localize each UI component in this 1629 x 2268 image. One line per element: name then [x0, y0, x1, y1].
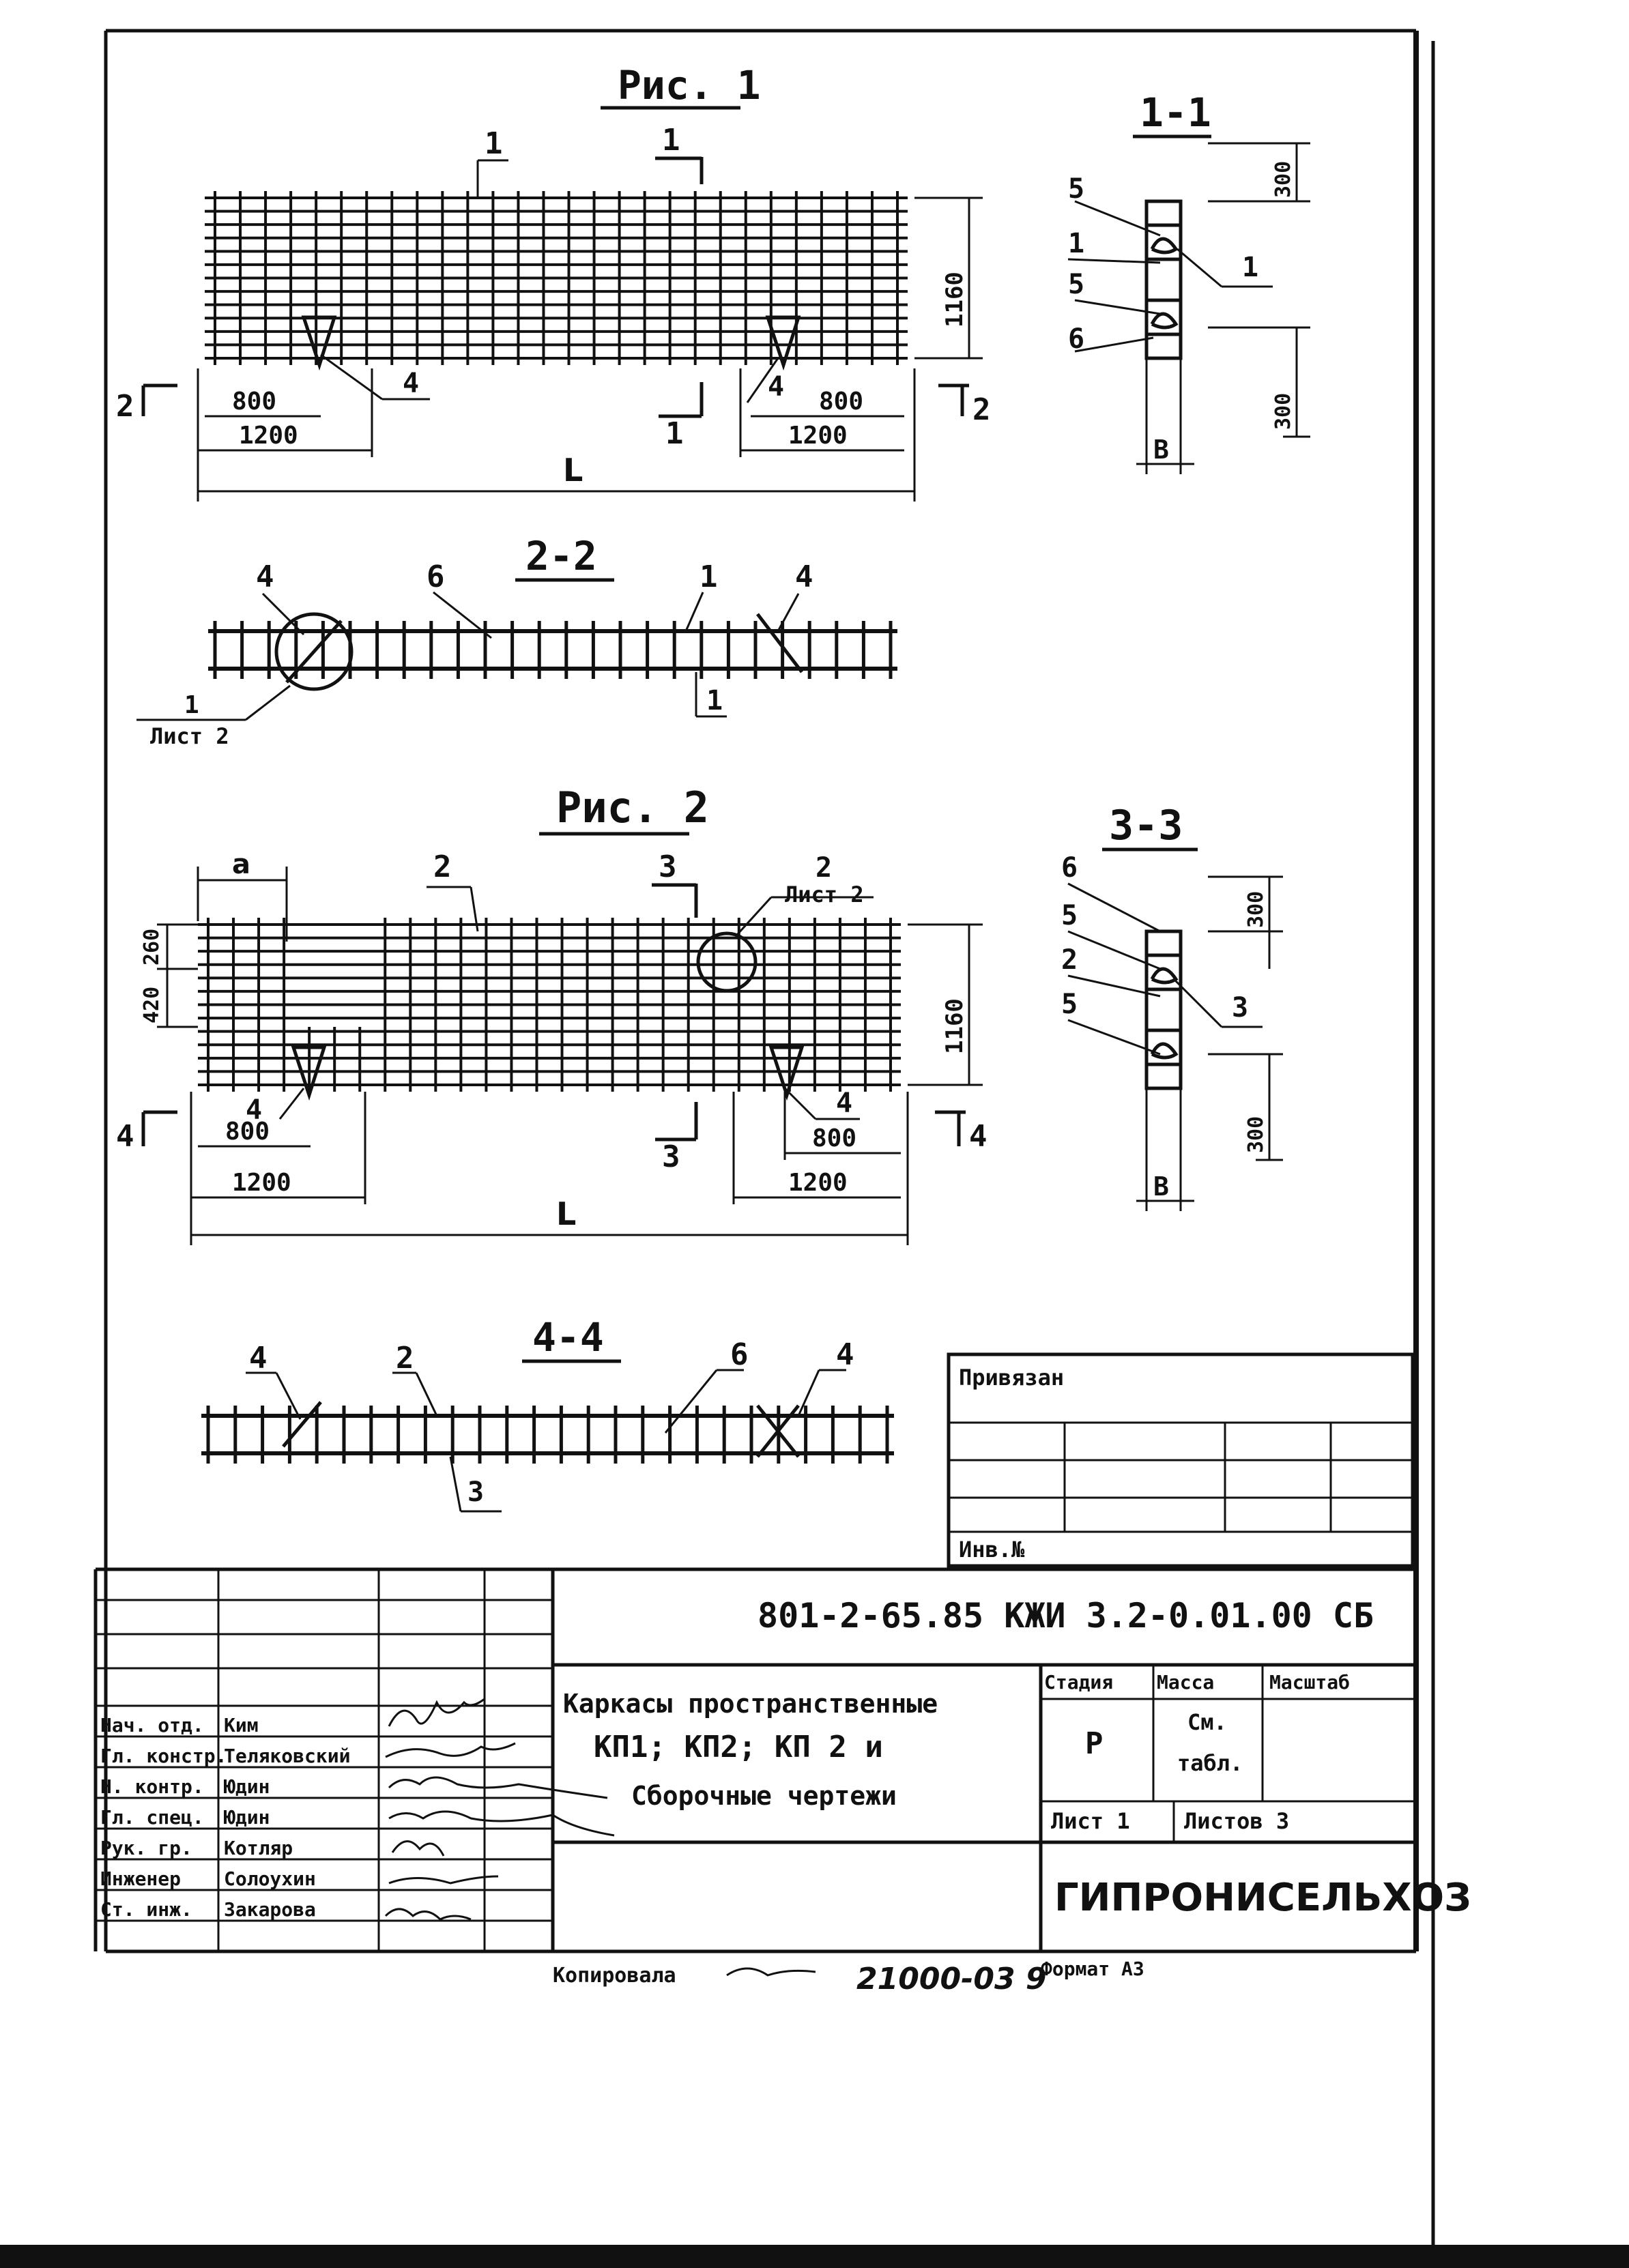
footer-format: Формат А3 — [1041, 1958, 1144, 1980]
fig2-label-2: 2 — [433, 849, 452, 884]
role-title: Гл. спец. — [100, 1806, 204, 1829]
role-title: Гл. констр. — [100, 1745, 227, 1767]
role-name: Солоухин — [224, 1867, 316, 1890]
section-2-2-bottom-label: 1 — [706, 685, 723, 716]
section-3-3-dim-bottom: 300 — [1244, 1116, 1268, 1153]
section-1-1-title: 1-1 — [1140, 89, 1211, 136]
section-3-3 — [1061, 802, 1283, 1211]
title-block — [96, 1569, 1471, 1951]
title-line-3: Сборочные чертежи — [631, 1781, 897, 1811]
section-2-2-label-4a: 4 — [256, 559, 274, 594]
stage-value: Р — [1085, 1726, 1104, 1761]
section-3-3-title: 3-3 — [1109, 802, 1183, 849]
section-3-3-label-right: 3 — [1232, 992, 1249, 1023]
section-2-2-label-4b: 4 — [795, 559, 813, 594]
fig1-dim-800-left: 800 — [232, 388, 277, 416]
section-4-4-title: 4-4 — [532, 1314, 604, 1361]
fig2-label-a: a — [232, 849, 250, 880]
section-1-1 — [1068, 89, 1310, 474]
section-4-4-label-4b: 4 — [836, 1337, 854, 1372]
role-name: Ким — [224, 1714, 259, 1736]
section-2-2-label-1: 1 — [700, 559, 718, 594]
fig2-section4-left: 4 — [116, 1119, 134, 1154]
fig2-dim-800-right: 800 — [812, 1124, 857, 1152]
fig2-dim-L: L — [556, 1195, 577, 1232]
fig1-title: Рис. 1 — [618, 62, 761, 108]
section-2-2-label-6: 6 — [427, 559, 445, 594]
section-2-2-title: 2-2 — [525, 533, 597, 579]
role-title: Н. контр. — [100, 1775, 204, 1798]
role-name: Закарова — [224, 1898, 316, 1921]
section-4-4-label-2: 2 — [396, 1341, 414, 1376]
role-name: Теляковский — [224, 1745, 351, 1767]
mass-value-1: См. — [1187, 1709, 1227, 1735]
title-line-2: КП1; КП2; КП 2 и — [594, 1730, 883, 1764]
section-3-3-dim-top: 300 — [1244, 890, 1268, 928]
section-1-1-label-5a: 5 — [1068, 173, 1085, 205]
section-1-1-label-1: 1 — [1068, 228, 1085, 259]
section-3-3-label-2: 2 — [1061, 944, 1078, 976]
section-1-1-dim-bottom: 300 — [1271, 392, 1295, 430]
title-line-1: Каркасы пространственные — [563, 1689, 938, 1719]
sheet-label: Лист 1 — [1051, 1808, 1130, 1834]
fig2-item4-right: 4 — [836, 1088, 853, 1119]
section-1-1-width: B — [1153, 435, 1169, 465]
stamp-inv-label: Инв.№ — [959, 1537, 1025, 1562]
role-title: Нач. отд. — [100, 1714, 204, 1736]
fig1-section-top: 1 — [662, 123, 680, 158]
mass-label: Масса — [1157, 1671, 1215, 1693]
role-title: Инженер — [100, 1867, 182, 1890]
fig2-section3-bottom: 3 — [662, 1139, 680, 1174]
fig1-section2-left: 2 — [116, 389, 134, 424]
section-3-3-label-5b: 5 — [1061, 989, 1078, 1020]
fig2-dim-420: 420 — [140, 986, 164, 1023]
section-1-1-dim-top: 300 — [1271, 160, 1295, 198]
fig1-dim-800-right: 800 — [819, 388, 864, 416]
mass-value-2: табл. — [1177, 1750, 1243, 1776]
section-2-2-ref-num: 1 — [184, 691, 199, 719]
fig1-height-dim: 1160 — [941, 272, 968, 328]
role-title: Рук. гр. — [100, 1837, 192, 1859]
footer-copied: Копировала — [553, 1964, 676, 1988]
fig1-leader-label: 1 — [485, 126, 503, 161]
signatures — [386, 1699, 614, 1919]
fig2-dim-260: 260 — [140, 928, 164, 965]
section-1-1-label-6: 6 — [1068, 323, 1085, 355]
fig1-section1-bottom: 1 — [665, 416, 684, 451]
organization: ГИПРОНИСЕЛЬХОЗ — [1054, 1876, 1471, 1920]
doc-code: 801-2-65.85 КЖИ 3.2-0.01.00 СБ — [758, 1596, 1374, 1635]
role-name: Юдин — [224, 1806, 270, 1829]
fig2-section4-right: 4 — [969, 1119, 988, 1154]
fig2-dim-1200-right: 1200 — [788, 1169, 848, 1197]
fig2-dim-1200-left: 1200 — [232, 1169, 291, 1197]
section-1-1-label-right: 1 — [1242, 252, 1259, 283]
section-3-3-width: B — [1153, 1172, 1169, 1202]
footer-order: 21000-03 9 — [856, 1962, 1047, 1996]
section-2-2-ladder — [208, 621, 897, 679]
fig1-item4-left: 4 — [403, 368, 420, 399]
footer — [553, 1958, 1144, 1996]
fig1 — [116, 62, 991, 501]
stamp-bound — [949, 1354, 1413, 1566]
fig1-item4-right: 4 — [768, 371, 785, 403]
section-4-4 — [201, 1314, 894, 1511]
fig1-section2-right: 2 — [972, 392, 991, 427]
fig2-section3-top: 3 — [659, 849, 677, 884]
stamp-bound-label: Привязан — [959, 1365, 1065, 1391]
fig2-ref-num: 2 — [816, 852, 833, 884]
fig2-ref-sheet: Лист 2 — [785, 882, 864, 907]
fig2 — [116, 783, 988, 1245]
section-3-3-label-5a: 5 — [1061, 900, 1078, 931]
fig1-dim-1200-left: 1200 — [239, 422, 298, 450]
fig2-title: Рис. 2 — [556, 783, 709, 832]
section-4-4-bottom-label: 3 — [467, 1477, 485, 1508]
role-name: Юдин — [224, 1775, 270, 1798]
role-name: Котляр — [224, 1837, 293, 1859]
sheets-label: Листов 3 — [1184, 1808, 1290, 1834]
fig1-dim-L: L — [563, 452, 583, 489]
role-title: Ст. инж. — [100, 1898, 192, 1921]
section-3-3-label-6: 6 — [1061, 852, 1078, 884]
scale-label: Масштаб — [1269, 1671, 1351, 1693]
fig2-height-dim: 1160 — [941, 998, 968, 1054]
stage-label: Стадия — [1044, 1671, 1114, 1693]
section-4-4-label-6: 6 — [730, 1337, 749, 1372]
fig2-dim-800-left: 800 — [225, 1118, 270, 1146]
section-1-1-label-5b: 5 — [1068, 269, 1085, 300]
section-2-2-ref-sheet: Лист 2 — [150, 723, 229, 749]
section-2-2 — [136, 533, 897, 749]
fig2-item4-left: 4 — [246, 1094, 263, 1126]
roles-table — [100, 1714, 350, 1921]
fig1-dim-1200-right: 1200 — [788, 422, 848, 450]
section-4-4-label-4a: 4 — [249, 1341, 268, 1376]
